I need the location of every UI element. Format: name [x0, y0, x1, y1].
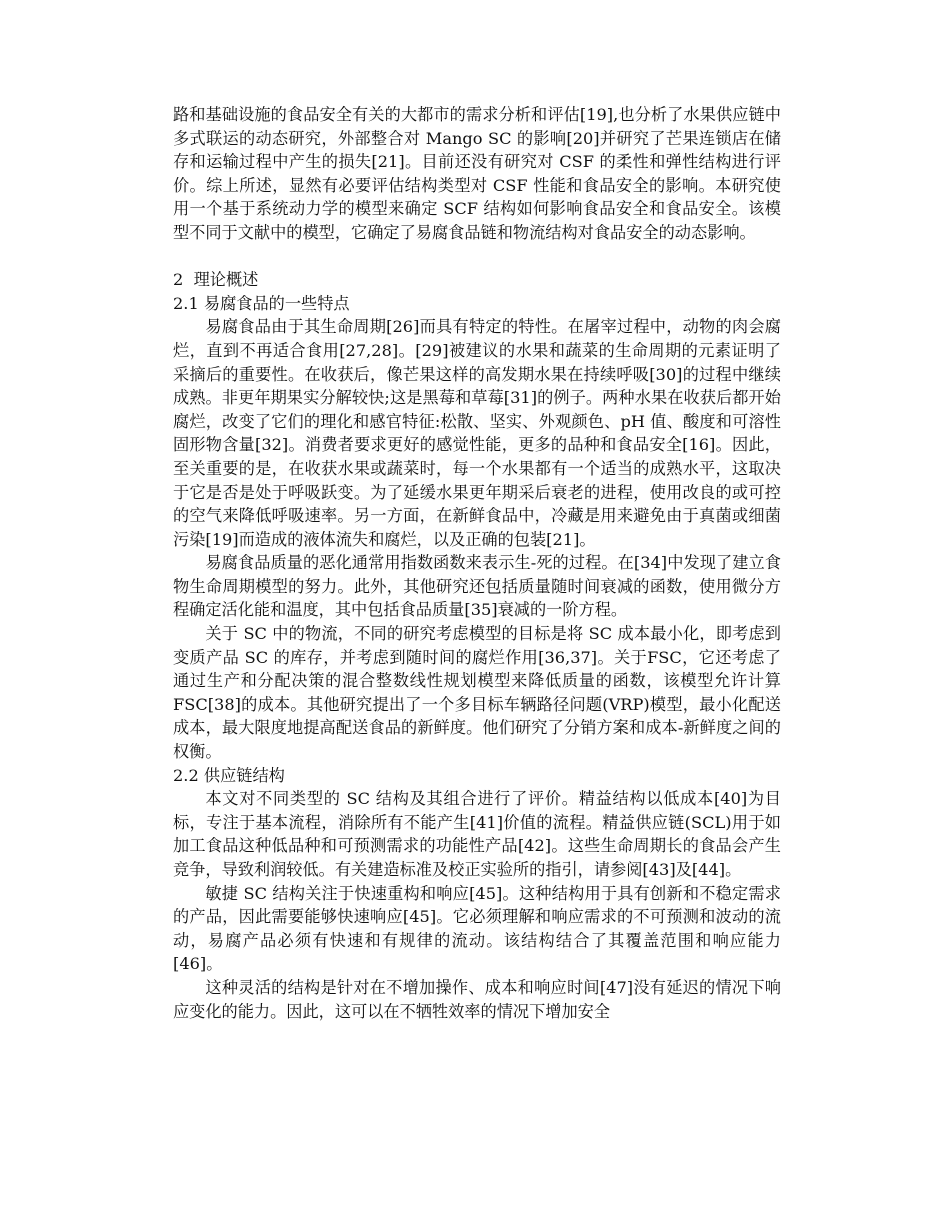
paragraph-logistics-models: 关于 SC 中的物流，不同的研究考虑模型的目标是将 SC 成本最小化，即考虑到变质产品 SC 的库存，并考虑到随时间的腐烂作用[36,37]。关于FSC，它还考虑了通过生产和分配决策的混合整数线性规划模型来降低质量的函数，该模型允许计算 FSC[38]的成本。其他研究提出了一个多目标车辆路径问题(VRP)模型，最小化配送成本，最大限度地提高配送食品的新鲜度。他们研究了分销方案和成本-新鲜度之间的权衡。: [173, 624, 781, 762]
subsection-heading-2-2: 2.2 供应链结构: [173, 765, 285, 785]
document-body: [173, 103, 781, 1023]
paragraph-lean-structure: 本文对不同类型的 SC 结构及其组合进行了评价。精益结构以低成本[40]为目标，专注于基本流程，消除所有不能产生[41]价值的流程。精益供应链(SCL)用于如加工食品这种低品种和可预测需求的功能性产品[42]。这些生命周期长的食品会产生竞争，导致利润较低。有关建造标准及校正实验所的指引，请参阅[43]及[44]。: [173, 789, 781, 879]
paragraph-intro-continuation: 路和基础设施的食品安全有关的大都市的需求分析和评估[19],也分析了水果供应链中多式联运的动态研究，外部整合对 Mango SC 的影响[20]并研究了芒果连锁店在储存和运输过程中产生的损失[21]。目前还没有研究对 CSF 的柔性和弹性结构进行评价。综上所述，显然有必要评估结构类型对 CSF 性能和食品安全的影响。本研究使用一个基于系统动力学的模型来确定 SCF 结构如何影响食品安全和食品安全。该模型不同于文献中的模型，它确定了易腐食品链和物流结构对食品安全的动态影响。: [173, 105, 781, 242]
paragraph-perishable-characteristics: 易腐食品由于其生命周期[26]而具有特定的特性。在屠宰过程中，动物的肉会腐烂，直到不再适合食用[27,28]。[29]被建议的水果和蔬菜的生命周期的元素证明了采摘后的重要性。在收获后，像芒果这样的高发期水果在持续呼吸[30]的过程中继续成熟。非更年期果实分解较快;这是黑莓和草莓[31]的例子。两种水果在收获后都开始腐烂，改变了它们的理化和感官特征:松散、坚实、外观颜色、pH 值、酸度和可溶性固形物含量[32]。消费者要求更好的感觉性能，更多的品种和食品安全[16]。因此，至关重要的是，在收获水果或蔬菜时，每一个水果都有一个适当的成熟水平，这取决于它是否是处于呼吸跃变。为了延缓水果更年期采后衰老的进程，使用改良的或可控的空气来降低呼吸速率。另一方面，在新鲜食品中，冷藏是用来避免由于真菌或细菌污染[19]而造成的液体流失和腐烂，以及正确的包装[21]。: [173, 317, 781, 549]
paragraph-flexible-structure: 这种灵活的结构是针对在不增加操作、成本和响应时间[47]没有延迟的情况下响应变化的能力。因此，这可以在不牺牲效率的情况下增加安全: [173, 977, 781, 1021]
blank-line: [173, 245, 781, 269]
paragraph-quality-deterioration: 易腐食品质量的恶化通常用指数函数来表示生-死的过程。在[34]中发现了建立食物生命周期模型的努力。此外，其他研究还包括质量随时间衰减的函数，使用微分方程确定活化能和温度，其中包括食品质量[35]衰减的一阶方程。: [173, 553, 781, 620]
paragraph-agile-structure: 敏捷 SC 结构关注于快速重构和响应[45]。这种结构用于具有创新和不稳定需求的产品，因此需要能够快速响应[45]。它必须理解和响应需求的不可预测和波动的流动，易腐产品必须有快速和有规律的流动。该结构结合了其覆盖范围和响应能力[46]。: [173, 883, 781, 974]
subsection-heading-2-1: 2.1 易腐食品的一些特点: [173, 293, 350, 313]
section-heading-2: 2 理论概述: [173, 270, 259, 290]
